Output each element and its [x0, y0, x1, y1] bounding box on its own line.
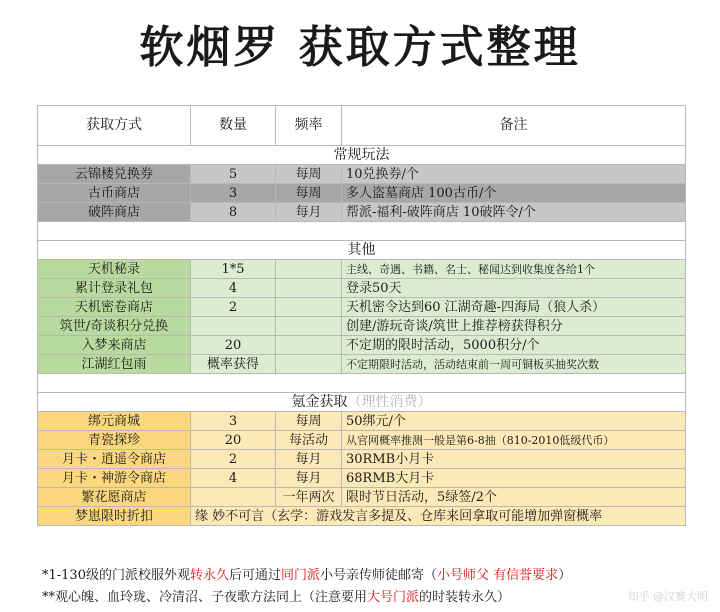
method-cell: 月卡・逍遥令商店 — [38, 450, 191, 469]
table-row — [38, 507, 686, 526]
header-notes: 备注 — [342, 106, 686, 146]
acquisition-table — [37, 105, 686, 526]
note-cell: 不定期的限时活动，5000积分/个 — [342, 336, 686, 355]
frequency-cell — [276, 355, 342, 374]
method-cell: 梦崽限时折扣 — [38, 507, 191, 526]
frequency-cell — [276, 317, 342, 336]
spacer-row — [38, 222, 686, 241]
section-title: 常规玩法 — [38, 146, 686, 165]
method-cell: 入梦来商店 — [38, 336, 191, 355]
quantity-cell: 20 — [191, 431, 276, 450]
section-regular — [38, 146, 686, 165]
quantity-cell: 20 — [191, 336, 276, 355]
quantity-cell: 3 — [191, 184, 276, 203]
note-cell: 主线、奇遇、书籍、名士、秘闻达到收集度各给1个 — [342, 260, 686, 279]
frequency-cell: 一年两次 — [276, 488, 342, 507]
table-row — [38, 203, 686, 222]
note-cell: 多人盗墓商店 100古币/个 — [342, 184, 686, 203]
frequency-cell: 每周 — [276, 184, 342, 203]
table-row — [38, 317, 686, 336]
quantity-cell: 4 — [191, 279, 276, 298]
method-cell: 江湖红包雨 — [38, 355, 191, 374]
table-header-row — [38, 106, 686, 146]
table-row — [38, 298, 686, 317]
footnote-highlight: 大号门派 — [367, 590, 420, 605]
table-row — [38, 450, 686, 469]
table-row — [38, 336, 686, 355]
note-cell: 不定期限时活动，活动结束前一周可铜板买抽奖次数 — [342, 355, 686, 374]
table-row — [38, 184, 686, 203]
footnote-text: 后可通过 — [229, 568, 282, 583]
quantity-cell: 3 — [191, 412, 276, 431]
method-cell: 天机秘录 — [38, 260, 191, 279]
section-paid — [38, 393, 686, 412]
quantity-cell: 2 — [191, 298, 276, 317]
header-quantity: 数量 — [191, 106, 276, 146]
footnote-text: 的时装转永久） — [419, 590, 511, 605]
quantity-cell: 8 — [191, 203, 276, 222]
section-other — [38, 241, 686, 260]
table-row — [38, 431, 686, 450]
section-title-text: 氪金获取 — [291, 393, 348, 410]
frequency-cell: 每月 — [276, 203, 342, 222]
footnote-2 — [42, 587, 712, 609]
method-cell: 繁花愿商店 — [38, 488, 191, 507]
method-cell: 绑元商城 — [38, 412, 191, 431]
note-cell: 30RMB小月卡 — [342, 450, 686, 469]
quantity-cell: 概率获得 — [191, 355, 276, 374]
table-row — [38, 279, 686, 298]
frequency-cell — [276, 260, 342, 279]
method-cell: 云锦楼兑换券 — [38, 165, 191, 184]
section-subtitle: （理性消费） — [347, 393, 432, 410]
method-cell: 天机密卷商店 — [38, 298, 191, 317]
frequency-cell — [276, 336, 342, 355]
quantity-cell: 4 — [191, 469, 276, 488]
table-row — [38, 412, 686, 431]
section-title — [38, 393, 686, 412]
table-row — [38, 488, 686, 507]
page-title: 软烟罗 获取方式整理 — [139, 22, 581, 73]
header-frequency: 频率 — [276, 106, 342, 146]
footnote-text: **观心魄、血玲珑、冷清沼、子夜歌方法同上（注意要用 — [42, 590, 368, 605]
frequency-cell — [276, 298, 342, 317]
note-cell: 68RMB大月卡 — [342, 469, 686, 488]
section-title: 其他 — [38, 241, 686, 260]
spacer-row — [38, 374, 686, 393]
method-cell: 累计登录礼包 — [38, 279, 191, 298]
method-cell: 月卡・神游令商店 — [38, 469, 191, 488]
footnote-text: ） — [558, 568, 572, 583]
note-cell: 缘 妙不可言（玄学：游戏发言多提及、仓库来回拿取可能增加弹窗概率 — [191, 507, 686, 526]
footnote-text: *1-130级的门派校服外观 — [42, 568, 190, 583]
quantity-cell — [191, 317, 276, 336]
quantity-cell: 1*5 — [191, 260, 276, 279]
watermark: 知乎 @汉赛大明 — [627, 590, 708, 603]
table-row — [38, 165, 686, 184]
frequency-cell: 每周 — [276, 412, 342, 431]
frequency-cell — [276, 279, 342, 298]
frequency-cell: 每活动 — [276, 431, 342, 450]
frequency-cell: 每周 — [276, 165, 342, 184]
footnote-1 — [42, 565, 712, 587]
method-cell: 古币商店 — [38, 184, 191, 203]
quantity-cell: 5 — [191, 165, 276, 184]
note-cell: 帮派-福利-破阵商店 10破阵令/个 — [342, 203, 686, 222]
table-row — [38, 469, 686, 488]
footnotes — [42, 565, 712, 609]
note-cell: 10兑换券/个 — [342, 165, 686, 184]
table-row — [38, 355, 686, 374]
table-row — [38, 260, 686, 279]
quantity-cell — [191, 488, 276, 507]
note-cell: 创建/游玩奇谈/筑世上推荐榜获得积分 — [342, 317, 686, 336]
note-cell: 限时节日活动，5绿签/2个 — [342, 488, 686, 507]
footnote-highlight: 小号师父 有信誉要求 — [437, 568, 559, 583]
note-cell: 50绑元/个 — [342, 412, 686, 431]
method-cell: 青瓷探珍 — [38, 431, 191, 450]
note-cell: 登录50天 — [342, 279, 686, 298]
frequency-cell: 每月 — [276, 469, 342, 488]
note-cell: 天机密令达到60 江湖奇趣-四海局（狼人杀） — [342, 298, 686, 317]
footnote-text: 小号亲传师徒邮寄（ — [320, 568, 438, 583]
footnote-highlight: 同门派 — [281, 568, 321, 583]
quantity-cell: 2 — [191, 450, 276, 469]
footnote-highlight: 转永久 — [189, 568, 229, 583]
method-cell: 破阵商店 — [38, 203, 191, 222]
header-method: 获取方式 — [38, 106, 191, 146]
note-cell: 从官网概率推测一般是第6-8抽（810-2010低级代币） — [342, 431, 686, 450]
method-cell: 筑世/奇谈积分兑换 — [38, 317, 191, 336]
frequency-cell: 每月 — [276, 450, 342, 469]
